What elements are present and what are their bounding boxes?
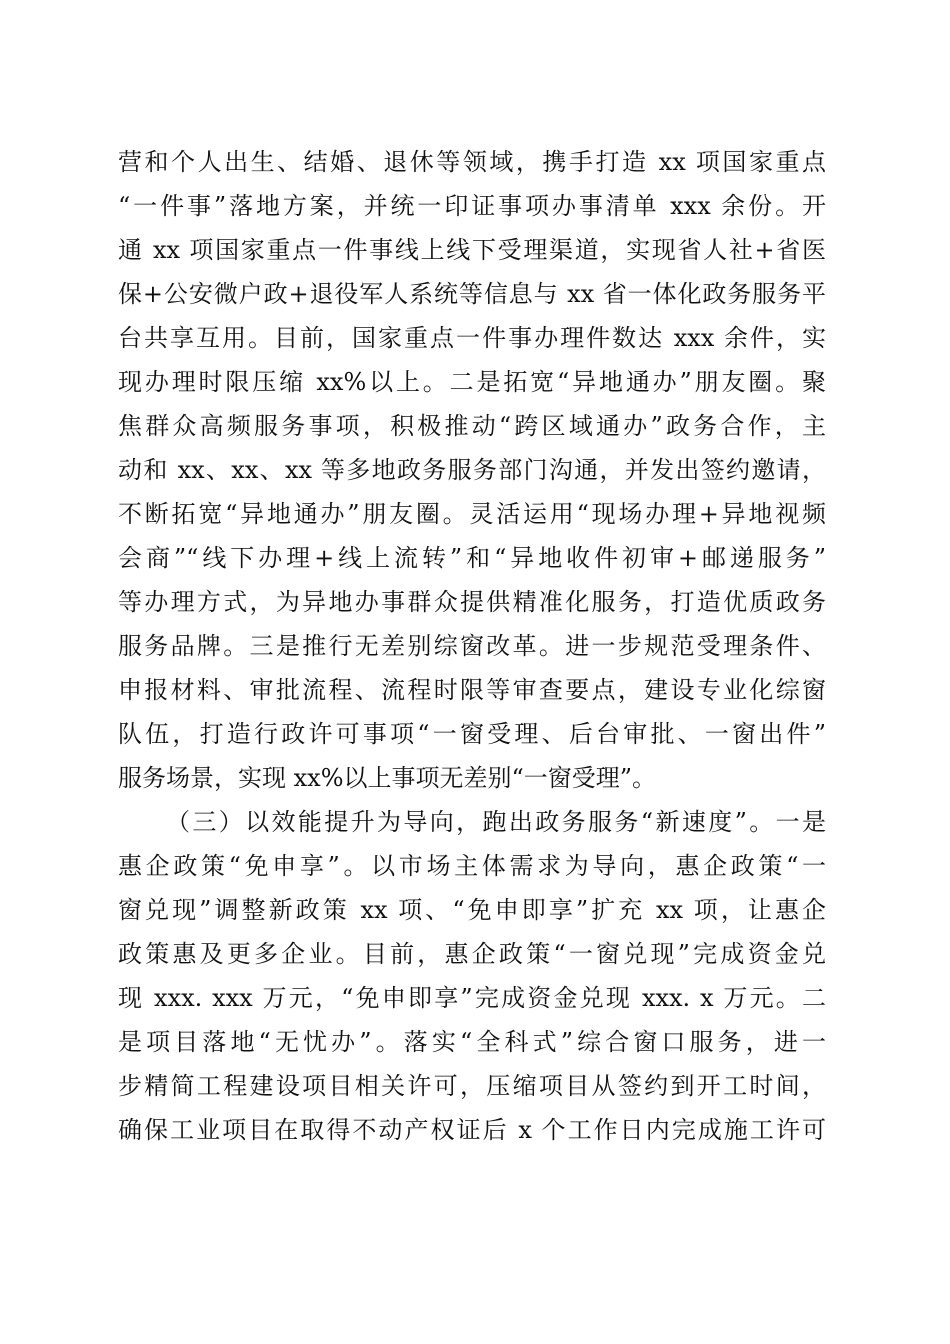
text-line: 会商”“线下办理+线上流转”和“异地收件初审+邮递服务” — [118, 544, 826, 572]
text-line: 现办理时限压缩 xx%以上。二是拓宽“异地通办”朋友圈。聚 — [118, 368, 826, 396]
text-line: 台共享互用。目前，国家重点一件事办理件数达 xxx 余件，实 — [118, 324, 826, 352]
text-line: 确保工业项目在取得不动产权证后 x 个工作日内完成施工许可 — [118, 1116, 826, 1144]
text-line: 动和 xx、xx、xx 等多地政务服务部门沟通，并发出签约邀请， — [118, 456, 826, 484]
section-heading-line: （三）以效能提升为导向，跑出政务服务“新速度”。一是 — [166, 808, 826, 836]
text-line: 营和个人出生、结婚、退休等领域，携手打造 xx 项国家重点 — [118, 148, 826, 176]
text-line: 申报材料、审批流程、流程时限等审查要点，建设专业化综窗 — [118, 676, 826, 704]
text-line: 等办理方式，为异地办事群众提供精准化服务，打造优质政务 — [118, 588, 826, 616]
text-line: 惠企政策“免申享”。以市场主体需求为导向，惠企政策“一 — [118, 852, 826, 880]
text-line-paragraph-end: 服务场景，实现 xx%以上事项无差别“一窗受理”。 — [118, 764, 657, 792]
text-line: 服务品牌。三是推行无差别综窗改革。进一步规范受理条件、 — [118, 632, 826, 660]
text-line: 是项目落地“无忧办”。落实“全科式”综合窗口服务，进一 — [118, 1028, 826, 1056]
text-line: 保+公安微户政+退役军人系统等信息与 xx 省一体化政务服务平 — [118, 280, 826, 308]
text-line: 通 xx 项国家重点一件事线上线下受理渠道，实现省人社+省医 — [118, 236, 826, 264]
text-line: 焦群众高频服务事项，积极推动“跨区域通办”政务合作，主 — [118, 412, 826, 440]
text-line: 步精简工程建设项目相关许可，压缩项目从签约到开工时间， — [118, 1072, 826, 1100]
text-line: 队伍，打造行政许可事项“一窗受理、后台审批、一窗出件” — [118, 720, 826, 748]
text-line: “一件事”落地方案，并统一印证事项办事清单 xxx 余份。开 — [118, 192, 826, 220]
text-line: 窗兑现”调整新政策 xx 项、“免申即享”扩充 xx 项，让惠企 — [118, 896, 826, 924]
text-line: 不断拓宽“异地通办”朋友圈。灵活运用“现场办理+异地视频 — [118, 500, 826, 528]
text-line: 现 xxx. xxx 万元，“免申即享”完成资金兑现 xxx. x 万元。二 — [118, 984, 826, 1012]
text-line: 政策惠及更多企业。目前，惠企政策“一窗兑现”完成资金兑 — [118, 940, 826, 968]
